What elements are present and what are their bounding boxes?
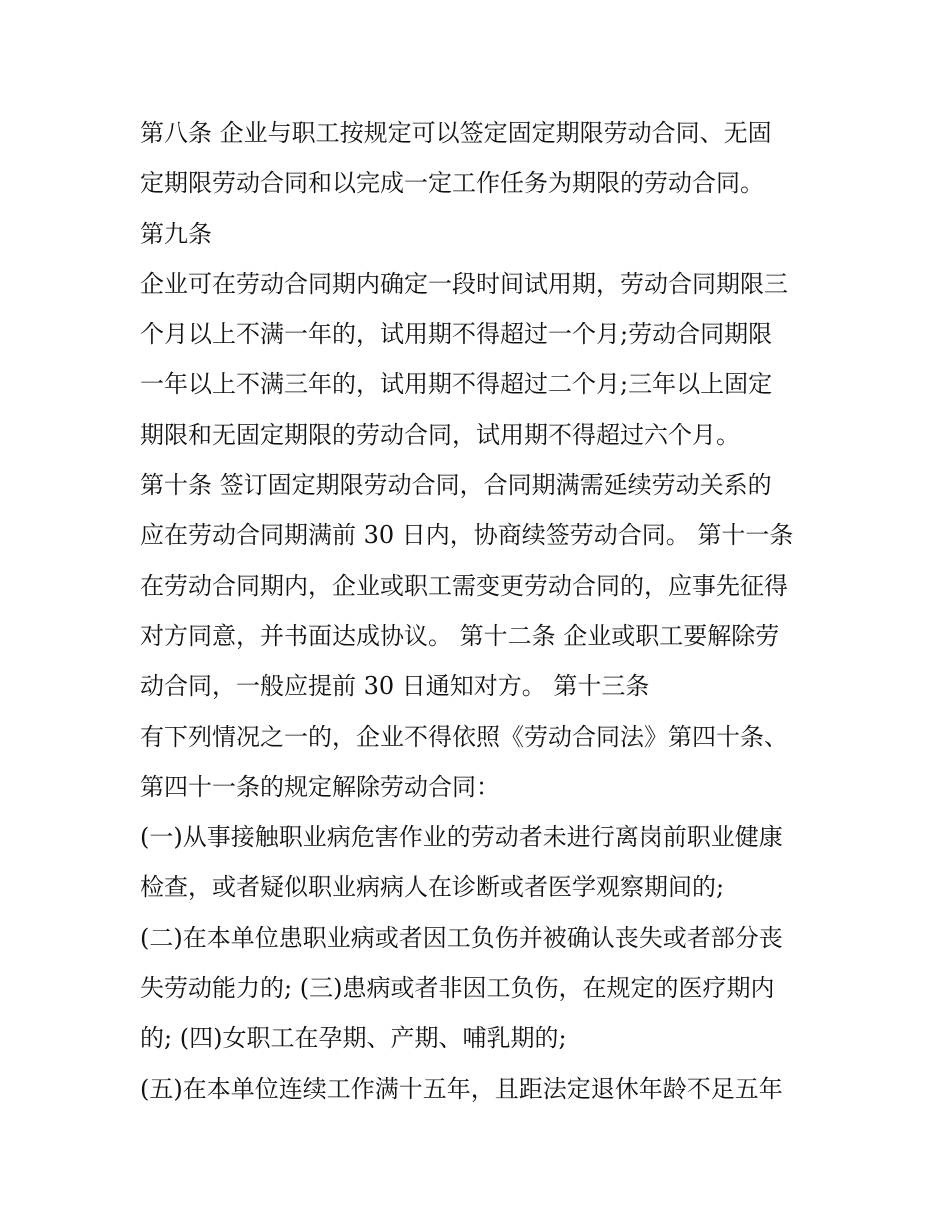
text-line: 第四十一条的规定解除劳动合同：	[140, 772, 500, 801]
text-line: (二)在本单位患职业病或者因工负伤并被确认丧失或者部分丧	[140, 923, 783, 952]
text-line: 对方同意，并书面达成协议。 第十二条 企业或职工要解除劳	[140, 621, 780, 650]
text-line: 应在劳动合同期满前 30 日内，协商续签劳动合同。 第十一条	[140, 521, 794, 550]
text-line: (五)在本单位连续工作满十五年，且距法定退休年龄不足五年	[140, 1074, 783, 1103]
text-line: 企业可在劳动合同期内确定一段时间试用期，劳动合同期限三	[140, 269, 788, 298]
text-line: 的; (四)女职工在孕期、产期、哺乳期的;	[140, 1024, 567, 1053]
text-line: 期限和无固定期限的劳动合同，试用期不得超过六个月。	[140, 420, 740, 449]
text-line: 第八条 企业与职工按规定可以签定固定期限劳动合同、无固	[140, 119, 772, 147]
text-line: 个月以上不满一年的，试用期不得超过一个月;劳动合同期限	[140, 320, 773, 349]
text-line: 失劳动能力的; (三)患病或者非因工负伤，在规定的医疗期内	[140, 974, 775, 1003]
text-line: 定期限劳动合同和以完成一定工作任务为期限的劳动合同。	[140, 169, 764, 198]
text-line: 动合同，一般应提前 30 日通知对方。 第十三条	[140, 672, 650, 701]
text-line: (一)从事接触职业病危害作业的劳动者未进行离岗前职业健康	[140, 823, 783, 852]
text-line: 检查，或者疑似职业病病人在诊断或者医学观察期间的;	[140, 873, 725, 902]
text-line: 在劳动合同期内，企业或职工需变更劳动合同的，应事先征得	[140, 571, 788, 600]
text-line: 一年以上不满三年的，试用期不得超过二个月;三年以上固定	[140, 370, 773, 399]
document-body	[140, 108, 840, 1114]
text-line: 有下列情况之一的，企业不得依照《劳动合同法》第四十条、	[140, 722, 788, 751]
text-line: 第九条	[140, 219, 212, 248]
text-line: 第十条 签订固定期限劳动合同，合同期满需延续劳动关系的	[140, 471, 772, 500]
